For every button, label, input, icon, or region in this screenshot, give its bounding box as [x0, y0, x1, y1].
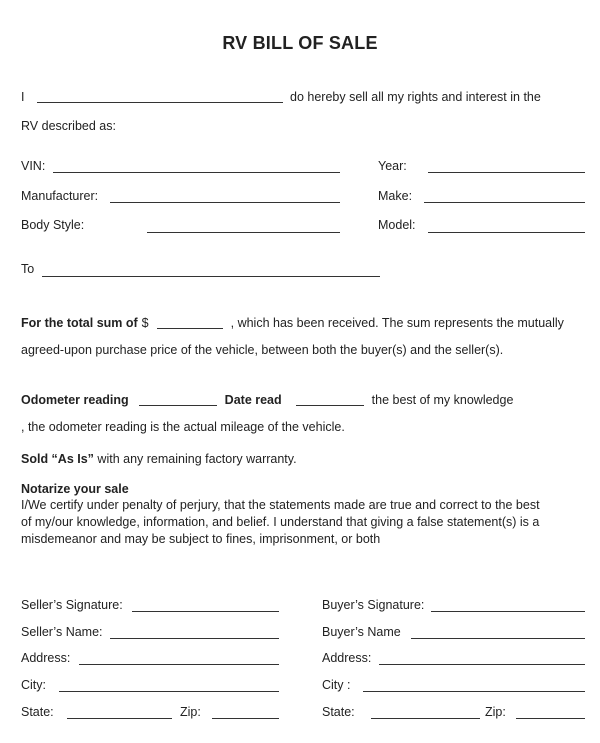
page-title: RV BILL OF SALE [222, 33, 378, 53]
seller-zip-field[interactable] [212, 718, 279, 719]
manufacturer-field[interactable] [110, 202, 340, 203]
seller-name-label: Seller’s Name: [21, 625, 103, 639]
as-is-bold: Sold “As Is” [21, 452, 94, 466]
currency-symbol: $ [141, 316, 149, 330]
total-sum-row [21, 315, 564, 331]
vin-field[interactable] [53, 172, 340, 173]
body-style-field[interactable] [147, 232, 340, 233]
as-is-rest: with any remaining factory warranty. [97, 452, 297, 466]
manufacturer-label: Manufacturer: [21, 189, 99, 203]
buyer-zip-label: Zip: [485, 705, 506, 719]
seller-city-label: City: [21, 678, 46, 692]
buyer-city-field[interactable] [363, 691, 585, 692]
make-field[interactable] [424, 202, 585, 203]
notarize-heading: Notarize your sale [21, 482, 129, 496]
year-label: Year: [378, 159, 407, 173]
sum-text: , which has been received. The sum represents the mutually [230, 316, 564, 330]
date-read-field[interactable] [296, 405, 364, 406]
seller-zip-label: Zip: [180, 705, 201, 719]
sum-field[interactable] [157, 328, 223, 329]
notarize-line: I/We certify under penalty of perjury, that the statements made are true and correct to the best [21, 498, 540, 512]
described-text: RV described as: [21, 119, 116, 133]
buyer-address-field[interactable] [379, 664, 585, 665]
buyer-signature-label: Buyer’s Signature: [322, 598, 425, 612]
buyer-state-field[interactable] [371, 718, 480, 719]
notarize-line: of my/our knowledge, information, and belief. I understand that giving a false statement(s) is a [21, 515, 540, 529]
odometer-field[interactable] [139, 405, 217, 406]
buyer-name-line[interactable] [411, 638, 585, 639]
buyer-signature-field[interactable] [431, 611, 585, 612]
odometer-text-line2: , the odometer reading is the actual mileage of the vehicle. [21, 420, 345, 434]
seller-name-field[interactable] [37, 102, 283, 103]
seller-name-line[interactable] [110, 638, 279, 639]
odometer-row [21, 392, 513, 408]
buyer-address-label: Address: [322, 651, 372, 665]
seller-signature-label: Seller’s Signature: [21, 598, 123, 612]
seller-address-label: Address: [21, 651, 71, 665]
sum-text-line2: agreed-upon purchase price of the vehicle, between both the buyer(s) and the seller(s). [21, 343, 504, 357]
model-label: Model: [378, 218, 416, 232]
vin-label: VIN: [21, 159, 46, 173]
to-label: To [21, 262, 35, 276]
as-is-statement [21, 451, 297, 467]
buyer-name-label: Buyer’s Name [322, 625, 401, 639]
sell-text: do hereby sell all my rights and interest in the [290, 90, 541, 104]
odometer-text: the best of my knowledge [371, 393, 514, 407]
buyer-state-label: State: [322, 705, 355, 719]
seller-state-label: State: [21, 705, 54, 719]
i-label: I [21, 90, 25, 104]
seller-signature-field[interactable] [132, 611, 279, 612]
seller-address-field[interactable] [79, 664, 279, 665]
date-read-label: Date read [224, 393, 282, 407]
notarize-line: misdemeanor and may be subject to fines, imprisonment, or both [21, 532, 381, 546]
year-field[interactable] [428, 172, 585, 173]
buyer-zip-field[interactable] [516, 718, 585, 719]
model-field[interactable] [428, 232, 585, 233]
body-style-label: Body Style: [21, 218, 85, 232]
seller-city-field[interactable] [59, 691, 279, 692]
buyer-city-label: City : [322, 678, 351, 692]
buyer-name-field[interactable] [42, 276, 380, 277]
seller-state-field[interactable] [67, 718, 172, 719]
total-sum-label: For the total sum of [21, 316, 138, 330]
make-label: Make: [378, 189, 413, 203]
odometer-label: Odometer reading [21, 393, 129, 407]
